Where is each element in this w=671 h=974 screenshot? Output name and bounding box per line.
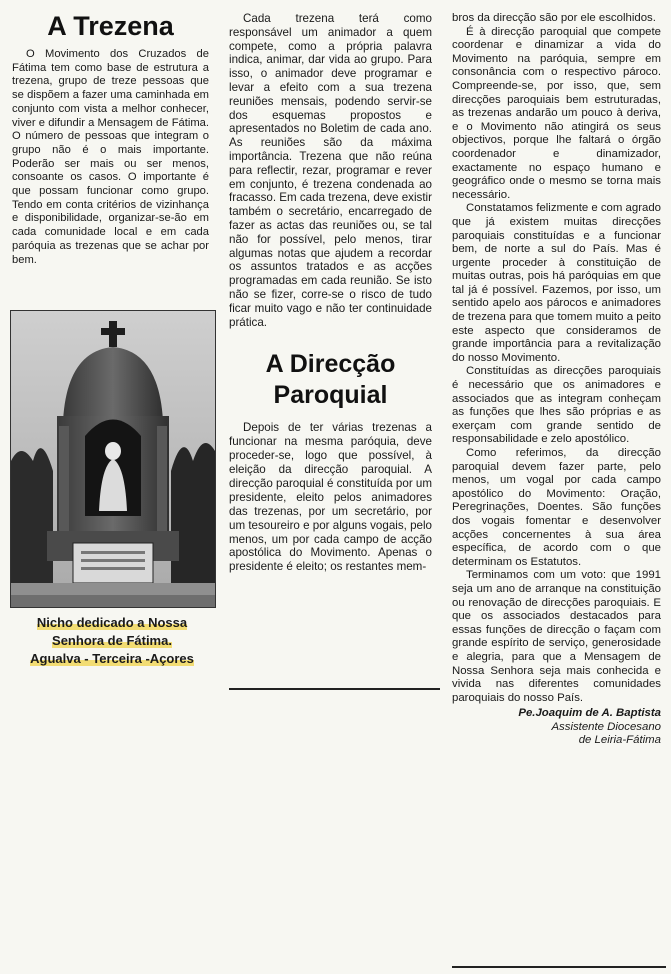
article-paragraph: É à direcção paroquial que compete coordenar e dinamizar a vida do Movimento na paróquia, sempre em consonância com o respectivo pároco. Compreende-se, por isso, que, sem direcções paroquiais bem estruturadas, as trezenas andarão um pouco à deriva, e o Movimento não atingirá os seus objectivos, porque lhe faltará o órgão coordenador e dinamizador, exactamente no espaço humano e geográfico onde o mesmo se torna mais necessário.: [452, 25, 661, 201]
article-paragraph: Terminamos com um voto: que 1991 seja um ano de arranque na constituição ou renovação de direcções paroquiais. E que os associados destacados para essas funções de direcção o façam com grande espírito de serviço, generosidade e alegria, para que a Mensagem de Nossa Senhora seja mais conhecida e vivida nas diferentes comunidades paroquiais do nosso País.: [452, 569, 661, 704]
article-paragraph: O Movimento dos Cruzados de Fátima tem como base de estrutura a trezena, grupo de treze pessoas que se dispõem a fazer uma caminhada em conjunto com vista a melhor conhecer, viver e difundir a Mensagem de Fátima. O número de pessoas que integram o grupo não é o mais importante. Poderão ser mais ou ser menos, consoante os casos. O importante é que possam funcionar como grupo. Tendo em conta critérios de vizinhança e disponibilidade, organizar-se-ão em cada comunidade local e em cada paróquia as trezenas que se achar por bem.: [12, 48, 209, 266]
niche-photo: [10, 310, 216, 608]
article-paragraph: Como referimos, da direcção paroquial devem fazer parte, pelo menos, um vogal por cada campo apostólico do Movimento: Oração, Peregrinações, Doentes. São funções dos vogais fomentar e desenvolver acções concernentes à sua área específica, de acordo com o que determinam os Estatutos.: [452, 447, 661, 568]
photo-caption: [10, 614, 214, 668]
article-paragraph: Cada trezena terá como responsável um animador a quem compete, como a própria palavra indica, animar, dar vida ao grupo. Para isso, o animador deve programar e levar a efeito com a sua trezena reuniões mensais, podendo servir-se dos esquemas propostos e apresentados no Boletim de cada ano. As reuniões são da máxima importância. Trezena que não reúna para reflectir, rezar, programar e rever em conjunto, é trezena condenada ao fracasso. Em cada trezena, deve existir também o secretário, encarregado de fazer as actas das reuniões ou, se tal não for possível, pelo menos, tirar algumas notas que ajudem a recordar os assuntos tratados e as acções programadas em cada reunião. Se isto não se fizer, corre-se o risco de tudo ficar muito vago e não ter continuidade prática.: [229, 12, 432, 329]
section-title-line: A Direcção: [265, 350, 396, 379]
signature-place: de Leiria-Fátima: [578, 734, 661, 747]
bottom-rule: [452, 966, 666, 968]
article-title: A Trezena: [47, 11, 174, 41]
section-title: [229, 349, 432, 411]
signature-role: Assistente Diocesano: [551, 720, 661, 733]
article-paragraph: Depois de ter várias trezenas a funcionar na mesma paróquia, deve proceder-se, logo que possível, à eleição da direcção paroquial. A direcção paroquial é constituída por um presidente, eleito pelos animadores das trezenas, por um secretário, por um tesoureiro e por alguns vogais, pelo menos, um por cada campo de acção apostólica do Movimento. Apenas o presidente é eleito; os restantes mem-: [229, 421, 433, 574]
caption-line: Nicho dedicado a Nossa: [36, 615, 188, 630]
article-paragraph: bros da direcção são por ele escolhidos.: [452, 12, 656, 24]
section-title-line: Paroquial: [273, 381, 388, 410]
signature: [452, 707, 661, 747]
caption-line: Senhora de Fátima.: [52, 633, 172, 648]
niche-illustration: [11, 311, 215, 607]
caption-line: Agualva - Terceira -Açores: [30, 651, 194, 666]
column-rule: [229, 688, 440, 690]
middle-column: [229, 12, 432, 574]
article-paragraph: Constatamos felizmente e com agrado que já existem muitas direcções paroquiais constituídas e a funcionar bem, de norte a sul do País. Mas é urgente proceder à constituição de muitas outras, pois há paróquias em que tal já é possível. Fazemos, por isso, um sentido apelo aos párocos e animadores de trezena para que tomem muito a peito este aspecto que consideramos de grande importância para a revitalização do nosso Movimento.: [452, 202, 662, 364]
right-column: [452, 12, 661, 748]
article-paragraph: Constituídas as direcções paroquiais é necessário que os animadores e associados que as integram conheçam as funções que lhes são próprias e as exerçam com grande sentido de responsabilidade e zelo apostólico.: [452, 365, 661, 446]
signature-name: Pe.Joaquim de A. Baptista: [518, 707, 661, 720]
left-article: [12, 0, 209, 267]
